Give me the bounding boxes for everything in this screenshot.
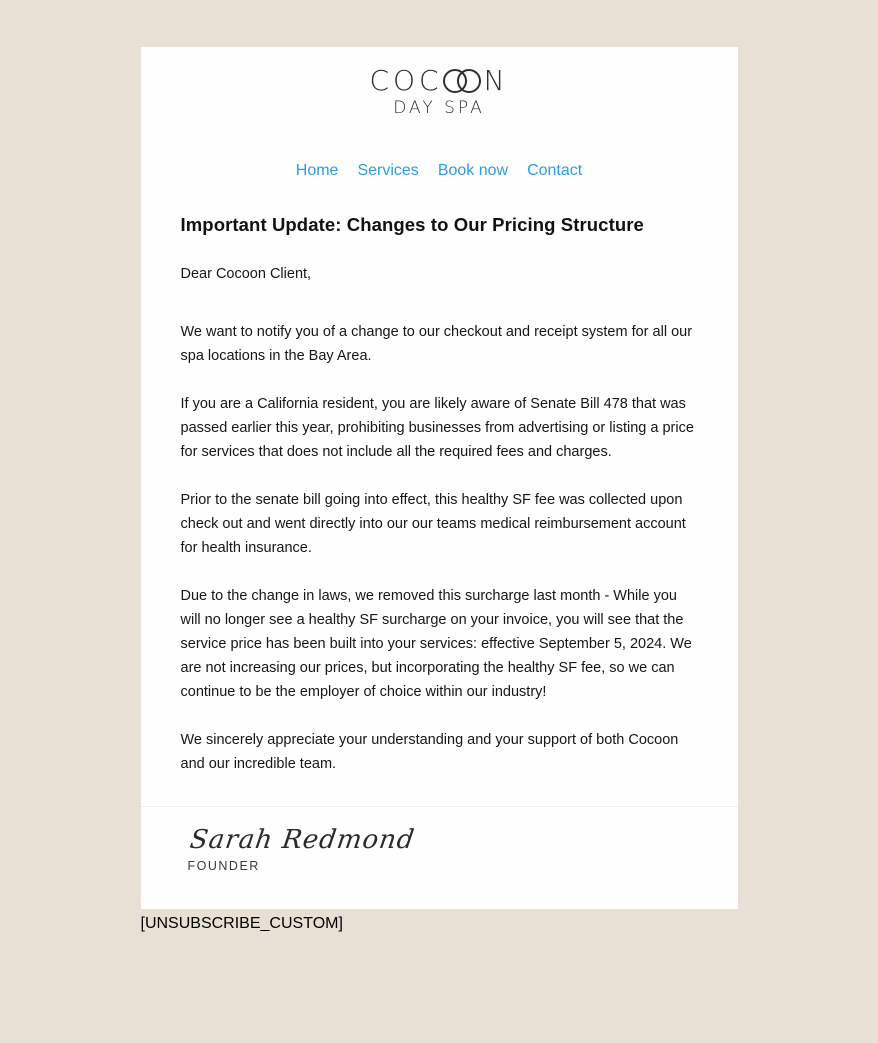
body-paragraph: We sincerely appreciate your understanding and your support of both Cocoon and our incredible team. bbox=[180, 732, 679, 772]
logo-text-right: N bbox=[483, 64, 509, 97]
signature-title: FOUNDER bbox=[187, 859, 260, 873]
unsubscribe-placeholder[interactable]: [UNSUBSCRIBE_CUSTOM] bbox=[140, 915, 343, 932]
body-paragraph: Due to the change in laws, we removed this surcharge last month - While you will no longer see a healthy SF surcharge on your invoice, you will see that the service price has been built into your services: effective September 5, 2024. We are not increasing our prices, but incorporating the healthy SF fee, so we can continue to be the employer of choice within our industry! bbox=[180, 588, 692, 700]
signature-block bbox=[141, 807, 738, 909]
logo-wordmark bbox=[141, 64, 738, 97]
email-card bbox=[141, 47, 738, 909]
body-paragraph: If you are a California resident, you are likely aware of Senate Bill 478 that was passed earlier this year, prohibiting businesses from advertising or listing a price for services that does not include all the required fees and charges. bbox=[180, 396, 694, 460]
nav-link-services[interactable]: Services bbox=[357, 162, 419, 179]
email-heading: Important Update: Changes to Our Pricing Structure bbox=[180, 214, 644, 235]
body-paragraph: We want to notify you of a change to our checkout and receipt system for all our spa locations in the Bay Area. bbox=[180, 324, 693, 364]
logo-ring-icon bbox=[457, 69, 481, 93]
email-body bbox=[141, 214, 738, 776]
logo-subtitle: DAY SPA bbox=[393, 98, 485, 118]
greeting-text: Dear Cocoon Client, bbox=[180, 266, 312, 282]
nav-link-contact[interactable]: Contact bbox=[527, 162, 583, 179]
nav-link-home[interactable]: Home bbox=[295, 162, 339, 179]
brand-logo bbox=[141, 64, 738, 118]
signature-name: Sarah Redmond bbox=[187, 825, 417, 855]
nav-link-book-now[interactable]: Book now bbox=[437, 162, 509, 179]
body-paragraph: Prior to the senate bill going into effect, this healthy SF fee was collected upon check out and went directly into our our teams medical reimbursement account for health insurance. bbox=[180, 492, 686, 556]
logo-text-left: COC bbox=[369, 64, 443, 97]
top-nav bbox=[141, 162, 738, 180]
